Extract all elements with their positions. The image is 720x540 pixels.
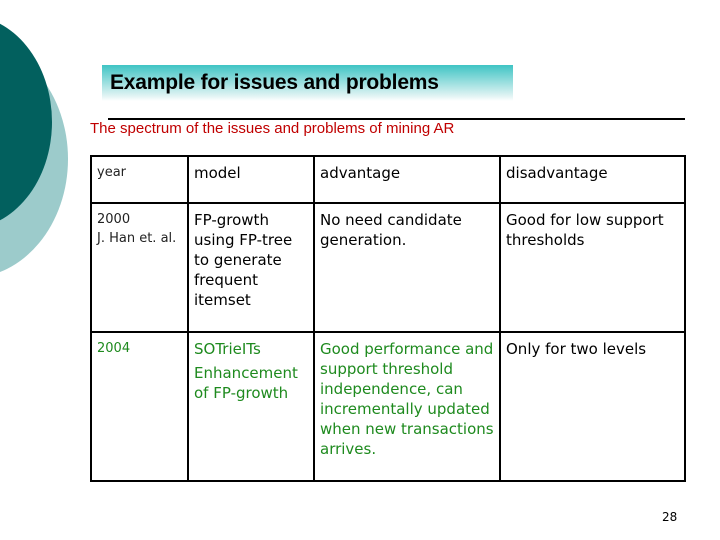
cell-advantage: Good performance and support threshold independence, can incrementally updated when new transactions arrives. [314, 332, 500, 481]
table-row [91, 332, 685, 481]
table-header-row [91, 156, 685, 203]
cell-advantage: No need candidate generation. [314, 203, 500, 332]
cell-model: FP-growth using FP-tree to generate frequent itemset [188, 203, 314, 332]
slide-subtitle: The spectrum of the issues and problems of mining AR [90, 120, 455, 137]
page-number: 28 [662, 510, 678, 524]
year: 2000 [97, 212, 131, 227]
cell-disadvantage: Only for two levels [500, 332, 685, 481]
cell-year: 2004 [91, 332, 188, 481]
cell-year [91, 203, 188, 332]
model-desc: Enhancement of FP-growth [194, 364, 298, 402]
cell-model [188, 332, 314, 481]
issues-table [90, 155, 686, 482]
author: J. Han et. al. [97, 231, 177, 246]
header-disadvantage: disadvantage [500, 156, 685, 203]
slide-title: Example for issues and problems [110, 71, 439, 94]
header-advantage: advantage [314, 156, 500, 203]
cell-disadvantage: Good for low support thresholds [500, 203, 685, 332]
header-model: model [188, 156, 314, 203]
decorative-circles [0, 0, 70, 280]
table-row [91, 203, 685, 332]
model-name: SOTrieITs [194, 340, 261, 358]
header-year: year [91, 156, 188, 203]
